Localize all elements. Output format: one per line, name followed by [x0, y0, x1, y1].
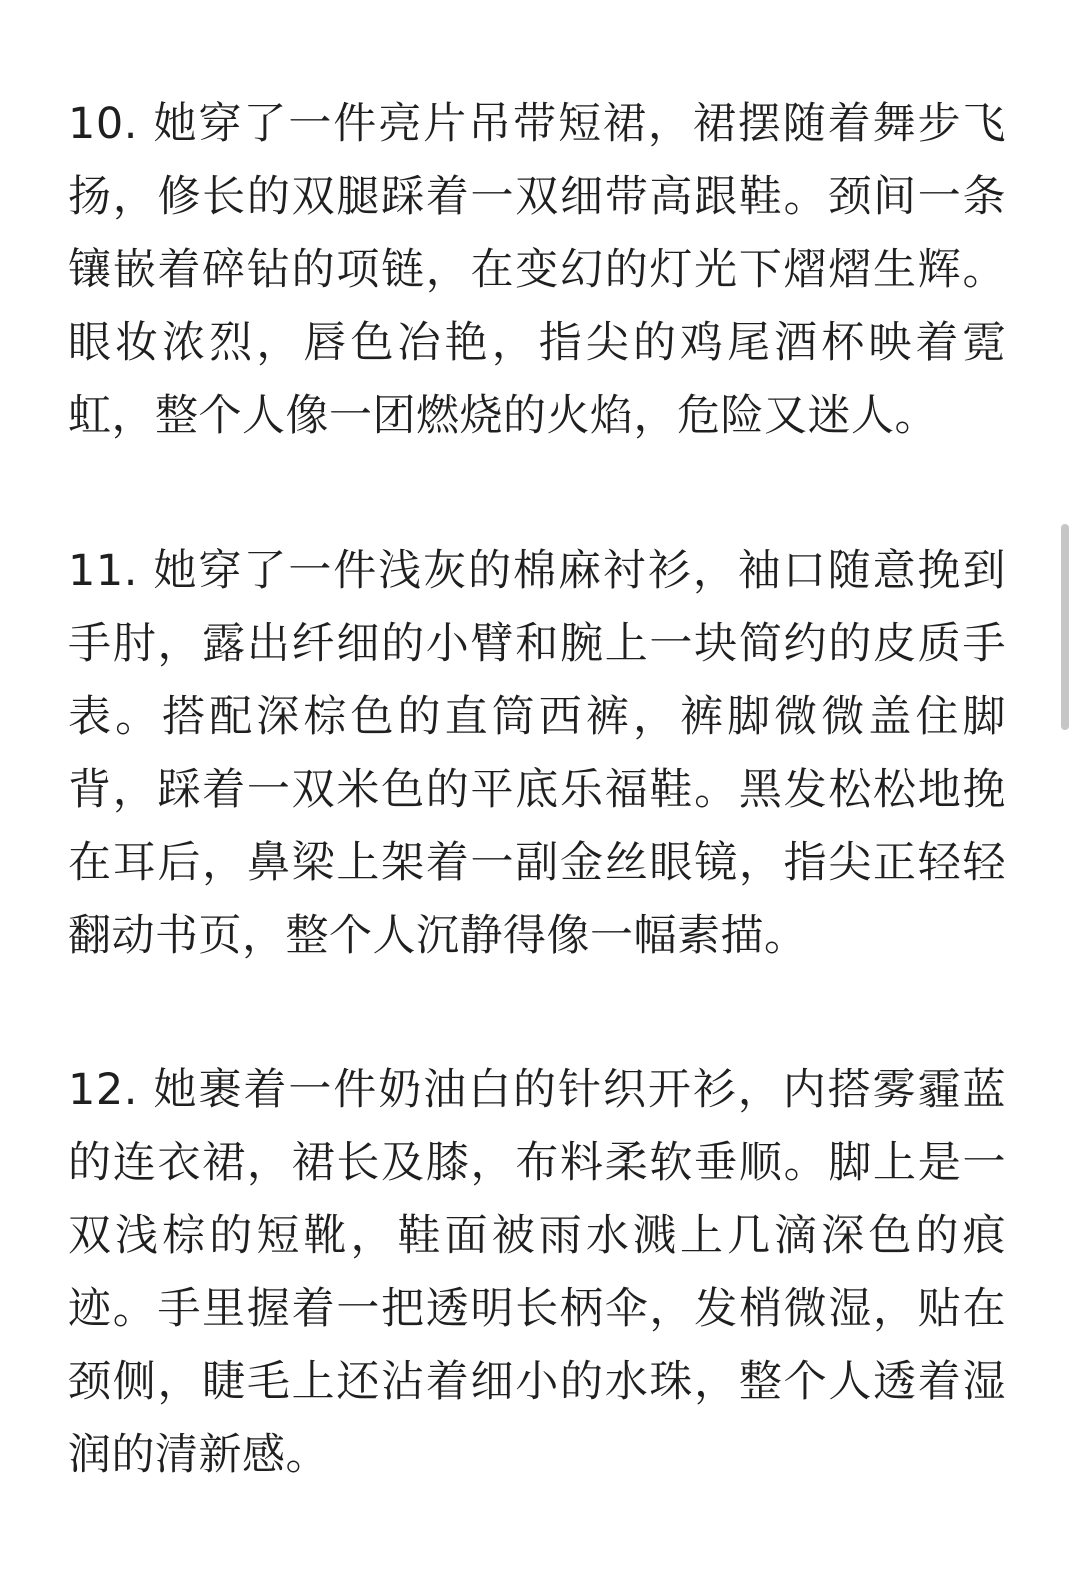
paragraph-11: 11. 她穿了一件浅灰的棉麻衬衫，袖口随意挽到手肘，露出纤细的小臂和腕上一块简约的皮质手表。搭配深棕色的直筒西裤，裤脚微微盖住脚背，踩着一双米色的平底乐福鞋。黑发松松地挽在耳后，鼻梁上架着一副金丝眼镜，指尖正轻轻翻动书页，整个人沉静得像一幅素描。 — [68, 546, 1006, 961]
scrollbar-thumb[interactable] — [1061, 524, 1069, 730]
paragraph-12: 12. 她裹着一件奶油白的针织开衫，内搭雾霾蓝的连衣裙，裙长及膝，布料柔软垂顺。脚上是一双浅棕的短靴，鞋面被雨水溅上几滴深色的痕迹。手里握着一把透明长柄伞，发梢微湿，贴在颈侧，睫毛上还沾着细小的水珠，整个人透着湿润的清新感。 — [68, 1065, 1006, 1480]
paragraph-10: 10. 她穿了一件亮片吊带短裙，裙摆随着舞步飞扬，修长的双腿踩着一双细带高跟鞋。颈间一条镶嵌着碎钻的项链，在变幻的灯光下熠熠生辉。眼妆浓烈，唇色冶艳，指尖的鸡尾酒杯映着霓虹，整个人像一团燃烧的火焰，危险又迷人。 — [68, 99, 1006, 441]
